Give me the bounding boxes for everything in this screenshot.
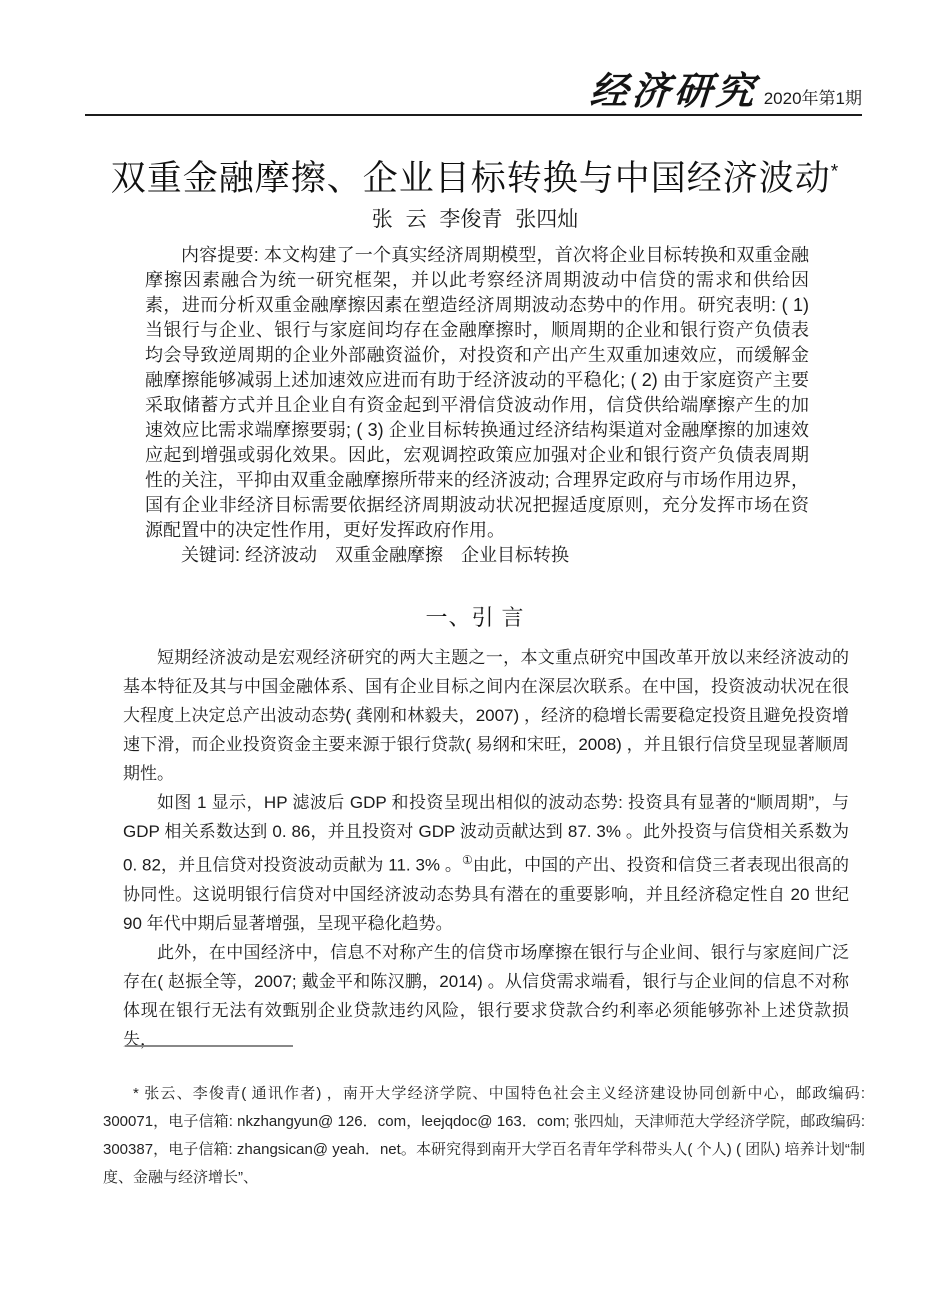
footnote-ref-1-icon: ① <box>461 853 473 867</box>
page-title-text: 双重金融摩擦、企业目标转换与中国经济波动 <box>110 159 831 199</box>
abstract-block <box>145 243 809 568</box>
keywords-label: 关键词: <box>181 545 241 565</box>
keywords-line <box>145 543 809 568</box>
section-heading-introduction: 一、引 言 <box>425 605 525 630</box>
footnote-text <box>103 1080 865 1192</box>
abstract-label: 内容提要: <box>181 245 259 265</box>
abstract-text: 本文构建了一个真实经济周期模型，首次将企业目标转换和双重金融摩擦因素融合为统一研究框架，并以此考察经济周期波动中信贷的需求和供给因素，进而分析双重金融摩擦因素在塑造经济周期波动态势中的作用。研究表明: ( 1) 当银行与企业、银行与家庭间均存在金融摩擦时，顺周期的企业和银行资产负债表均会导致逆周期的企业外部融资溢价，对投资和产出产生双重加速效应，而缓解金融摩擦能够减弱上述加速效应进而有助于经济波动的平稳化; ( 2) 由于家庭资产主要采取储蓄方式并且企业自有资金起到平滑信贷波动作用，信贷供给端摩擦产生的加速效应比需求端摩擦要弱; ( 3) 企业目标转换通过经济结构渠道对金融摩擦的加速效应起到增强或弱化效果。因此，宏观调控政策应加强对企业和银行资产负债表周期性的关注，平抑由双重金融摩擦所带来的经济波动; 合理界定政府与市场作用边界，国有企业非经济目标需要依据经济周期波动状况把握适度原则，充分发挥市场在资源配置中的决定性作用，更好发挥政府作用。 <box>145 245 809 540</box>
journal-masthead <box>588 68 862 113</box>
journal-logo: 经济研究 <box>588 68 760 113</box>
authors: 张 云 李俊青 张四灿 <box>371 208 579 231</box>
journal-issue-label: 2020年第1期 <box>763 89 862 108</box>
body-paragraph-3: 此外，在中国经济中，信息不对称产生的信贷市场摩擦在银行与企业间、银行与家庭间广泛存在( 赵振全等，2007; 戴金平和陈汉鹏，2014) 。从信贷需求端看，银行与企业间的信息不对称体现在银行无法有效甄别企业贷款违约风险，银行要求贷款合约利率必须能够弥补上述贷款损失， <box>123 942 849 1049</box>
footnote-marker: * <box>133 1085 139 1102</box>
body-paragraph-2 <box>123 788 849 938</box>
footnote-rule <box>125 1045 293 1047</box>
footnote-body: 张云、李俊青( 通讯作者) ，南开大学经济学院、中国特色社会主义经济建设协同创新中心，邮政编码: 300071，电子信箱: nkzhangyun@ 126．com，leejqdoc@ 163．com; 张四灿，天津师范大学经济学院，邮政编码: 300387，电子信箱: zhangsican@ yeah．net。本研究得到南开大学百名青年学科带头人( 个人) ( 团队) 培养计划“制度、金融与经济增长”、 <box>103 1085 865 1186</box>
body-paragraph-2-text: 如图 1 显示，HP 滤波后 GDP 和投资呈现出相似的波动态势: 投资具有显著的“顺周期”，与 GDP 相关系数达到 0. 86，并且投资对 GDP 波动贡献达到 87. 3% 。此外投资与信贷相关系数为 0. 82，并且信贷对投资波动贡献为 11. 3% 。 <box>123 793 849 875</box>
page-title <box>0 159 950 199</box>
abstract-paragraph <box>145 243 809 543</box>
keywords-text: 经济波动 双重金融摩擦 企业目标转换 <box>240 545 570 565</box>
title-footnote-mark: * <box>830 161 840 183</box>
footnote-block <box>103 1080 865 1192</box>
body-text <box>123 643 849 1054</box>
body-paragraph-1: 短期经济波动是宏观经济研究的两大主题之一，本文重点研究中国改革开放以来经济波动的基本特征及其与中国金融体系、国有企业目标之间内在深层次联系。在中国，投资波动状况在很大程度上决定总产出波动态势( 龚刚和林毅夫，2007) ，经济的稳增长需要稳定投资且避免投资增速下滑，而企业投资资金主要来源于银行贷款( 易纲和宋旺，2008) ，并且银行信贷呈现显著顺周期性。 <box>123 648 849 783</box>
body-paragraph-2-continued: 由此，中国的产出、投资和信贷三者表现出很高的协同性。这说明银行信贷对中国经济波动态势具有潜在的重要影响，并且经济稳定性自 20 世纪 90 年代中期后显著增强，呈现平稳化趋势。 <box>123 855 850 933</box>
header-rule <box>85 114 862 116</box>
